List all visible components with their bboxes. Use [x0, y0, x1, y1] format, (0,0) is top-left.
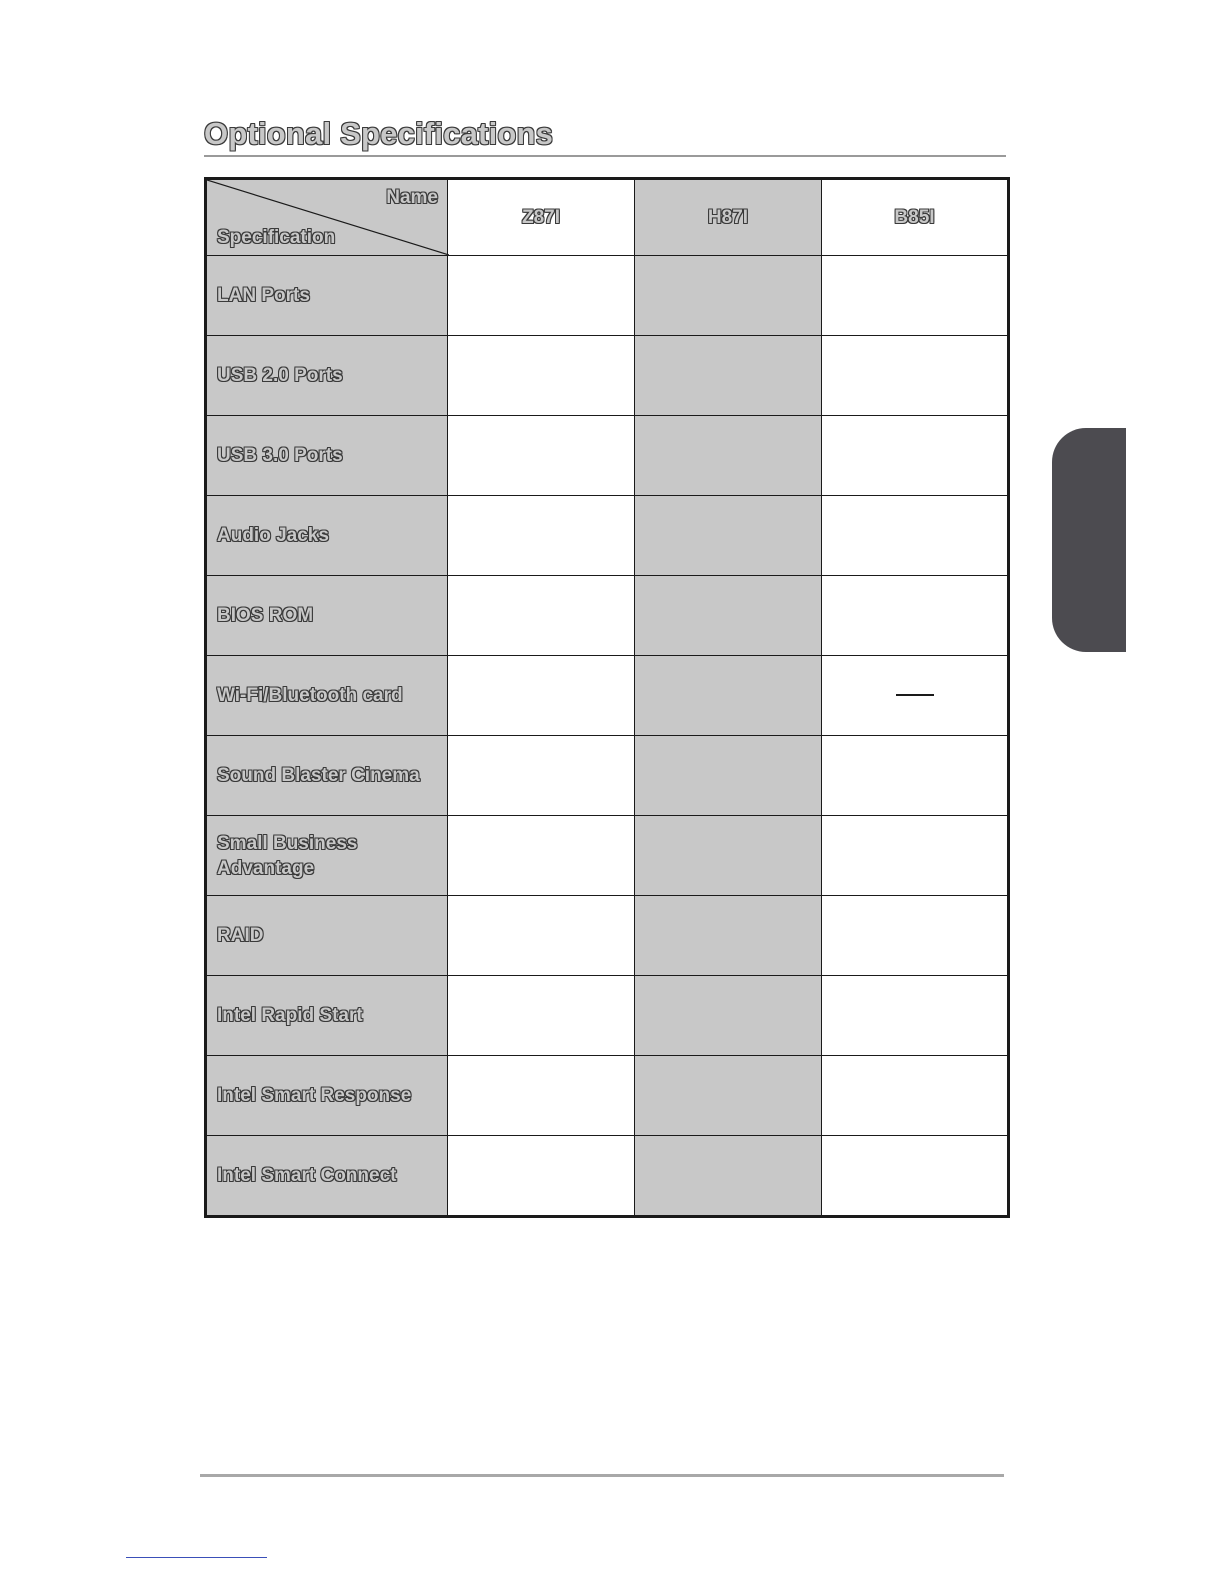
- chapter-side-tab: [1052, 428, 1126, 652]
- cell-bios-rom-z87i: [448, 576, 635, 656]
- cell-wifi-bluetooth-z87i: [448, 656, 635, 736]
- cell-lan-ports-h87i: [635, 256, 822, 336]
- cell-lan-ports-b85i: [822, 256, 1009, 336]
- cell-smart-response-z87i: [448, 1056, 635, 1136]
- cell-rapid-start-z87i: [448, 976, 635, 1056]
- row-label-raid: RAID: [206, 896, 448, 976]
- section-title: Optional Specifications: [204, 116, 554, 151]
- cell-small-business-b85i: [822, 816, 1009, 896]
- row-label-lan-ports: LAN Ports: [206, 256, 448, 336]
- cell-rapid-start-h87i: [635, 976, 822, 1056]
- cell-sound-blaster-z87i: [448, 736, 635, 816]
- table-row: [206, 496, 1009, 576]
- row-label-small-business-advantage: Small Business Advantage: [206, 816, 448, 896]
- table-row: [206, 896, 1009, 976]
- footer-divider: [200, 1474, 1004, 1477]
- cell-smart-connect-b85i: [822, 1136, 1009, 1217]
- cell-usb3-ports-h87i: [635, 416, 822, 496]
- model-header-z87i: Z87I: [448, 179, 635, 256]
- table-row: [206, 736, 1009, 816]
- cell-audio-jacks-z87i: [448, 496, 635, 576]
- table-row: [206, 1136, 1009, 1217]
- bottom-link-underline: [126, 1557, 267, 1558]
- table-row: [206, 1056, 1009, 1136]
- cell-bios-rom-b85i: [822, 576, 1009, 656]
- table-row: [206, 336, 1009, 416]
- cell-lan-ports-z87i: [448, 256, 635, 336]
- table-row: [206, 256, 1009, 336]
- cell-audio-jacks-h87i: [635, 496, 822, 576]
- row-label-intel-smart-response: Intel Smart Response: [206, 1056, 448, 1136]
- cell-sound-blaster-b85i: [822, 736, 1009, 816]
- corner-name-label: Name: [386, 187, 438, 208]
- cell-usb2-ports-z87i: [448, 336, 635, 416]
- cell-usb3-ports-b85i: [822, 416, 1009, 496]
- cell-usb2-ports-b85i: [822, 336, 1009, 416]
- cell-raid-h87i: [635, 896, 822, 976]
- table-row: [206, 656, 1009, 736]
- table-row: [206, 976, 1009, 1056]
- row-label-sound-blaster-cinema: Sound Blaster Cinema: [206, 736, 448, 816]
- cell-raid-b85i: [822, 896, 1009, 976]
- cell-usb3-ports-z87i: [448, 416, 635, 496]
- cell-sound-blaster-h87i: [635, 736, 822, 816]
- cell-small-business-z87i: [448, 816, 635, 896]
- row-label-usb3-ports: USB 3.0 Ports: [206, 416, 448, 496]
- cell-smart-response-b85i: [822, 1056, 1009, 1136]
- cell-small-business-h87i: [635, 816, 822, 896]
- cell-usb2-ports-h87i: [635, 336, 822, 416]
- table-row: [206, 816, 1009, 896]
- cell-smart-response-h87i: [635, 1056, 822, 1136]
- model-header-b85i: B85I: [822, 179, 1009, 256]
- row-label-wifi-bluetooth-card: Wi-Fi/Bluetooth card: [206, 656, 448, 736]
- table-row: [206, 576, 1009, 656]
- row-label-intel-rapid-start: Intel Rapid Start: [206, 976, 448, 1056]
- cell-smart-connect-z87i: [448, 1136, 635, 1217]
- cell-wifi-bluetooth-h87i: [635, 656, 822, 736]
- optional-specifications-table: [204, 177, 1010, 1218]
- cell-bios-rom-h87i: [635, 576, 822, 656]
- corner-header-cell: [206, 179, 448, 256]
- row-label-bios-rom: BIOS ROM: [206, 576, 448, 656]
- row-label-intel-smart-connect: Intel Smart Connect: [206, 1136, 448, 1217]
- table-header-row: [206, 179, 1009, 256]
- cell-raid-z87i: [448, 896, 635, 976]
- not-available-dash: [896, 694, 934, 696]
- table-row: [206, 416, 1009, 496]
- row-label-audio-jacks: Audio Jacks: [206, 496, 448, 576]
- cell-smart-connect-h87i: [635, 1136, 822, 1217]
- corner-specification-label: Specification: [217, 227, 336, 248]
- cell-rapid-start-b85i: [822, 976, 1009, 1056]
- title-divider: [204, 155, 1006, 157]
- cell-audio-jacks-b85i: [822, 496, 1009, 576]
- cell-wifi-bluetooth-b85i: [822, 656, 1009, 736]
- model-header-h87i: H87I: [635, 179, 822, 256]
- row-label-usb2-ports: USB 2.0 Ports: [206, 336, 448, 416]
